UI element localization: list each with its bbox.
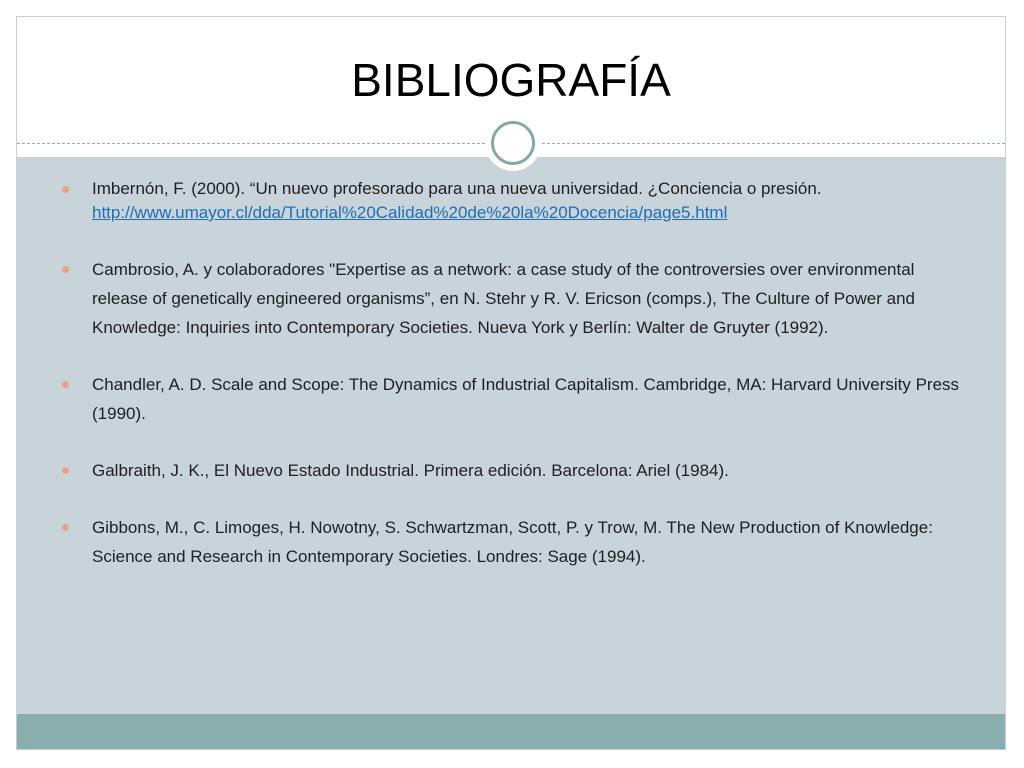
- reference-text: Chandler, A. D. Scale and Scope: The Dynamics of Industrial Capitalism. Cambridge, MA: Harvard University Press (1990).: [92, 375, 960, 423]
- footer-band: [17, 714, 1005, 749]
- ornament-ring: [491, 121, 535, 165]
- bullet-icon: [62, 266, 69, 273]
- reference-item: [60, 456, 960, 485]
- bullet-icon: [62, 524, 69, 531]
- reference-text: Galbraith, J. K., El Nuevo Estado Industrial. Primera edición. Barcelona: Ariel (1984).: [92, 461, 729, 480]
- slide-title: BIBLIOGRAFÍA: [351, 54, 671, 106]
- reference-text: Gibbons, M., C. Limoges, H. Nowotny, S. Schwartzman, Scott, P. y Trow, M. The New Production of Knowledge: Science and Research in Contemporary Societies. Londres: Sage (1994).: [92, 518, 933, 566]
- reference-item: [60, 370, 960, 428]
- reference-list: [60, 177, 960, 571]
- reference-item: [60, 255, 960, 342]
- circle-ornament-icon: [485, 115, 541, 171]
- reference-text: Cambrosio, A. y colaboradores "Expertise as a network: a case study of the controversies over environmental release of genetically engineered organisms”, en N. Stehr y R. V. Ericson (comps.), The Culture of Power and Knowledge: Inquiries into Contemporary Societies. Nueva York y Berlín: Walter de Gruyter (1992).: [92, 260, 916, 337]
- bullet-icon: [62, 381, 69, 388]
- reference-text: Imbernón, F. (2000). “Un nuevo profesorado para una nueva universidad. ¿Conciencia o presión.: [92, 179, 822, 198]
- bullet-icon: [62, 186, 69, 193]
- bullet-icon: [62, 467, 69, 474]
- reference-link[interactable]: http://www.umayor.cl/dda/Tutorial%20Calidad%20de%20la%20Docencia/page5.html: [92, 203, 728, 222]
- reference-item: [60, 177, 960, 225]
- reference-item: [60, 513, 960, 571]
- slide: [16, 16, 1006, 750]
